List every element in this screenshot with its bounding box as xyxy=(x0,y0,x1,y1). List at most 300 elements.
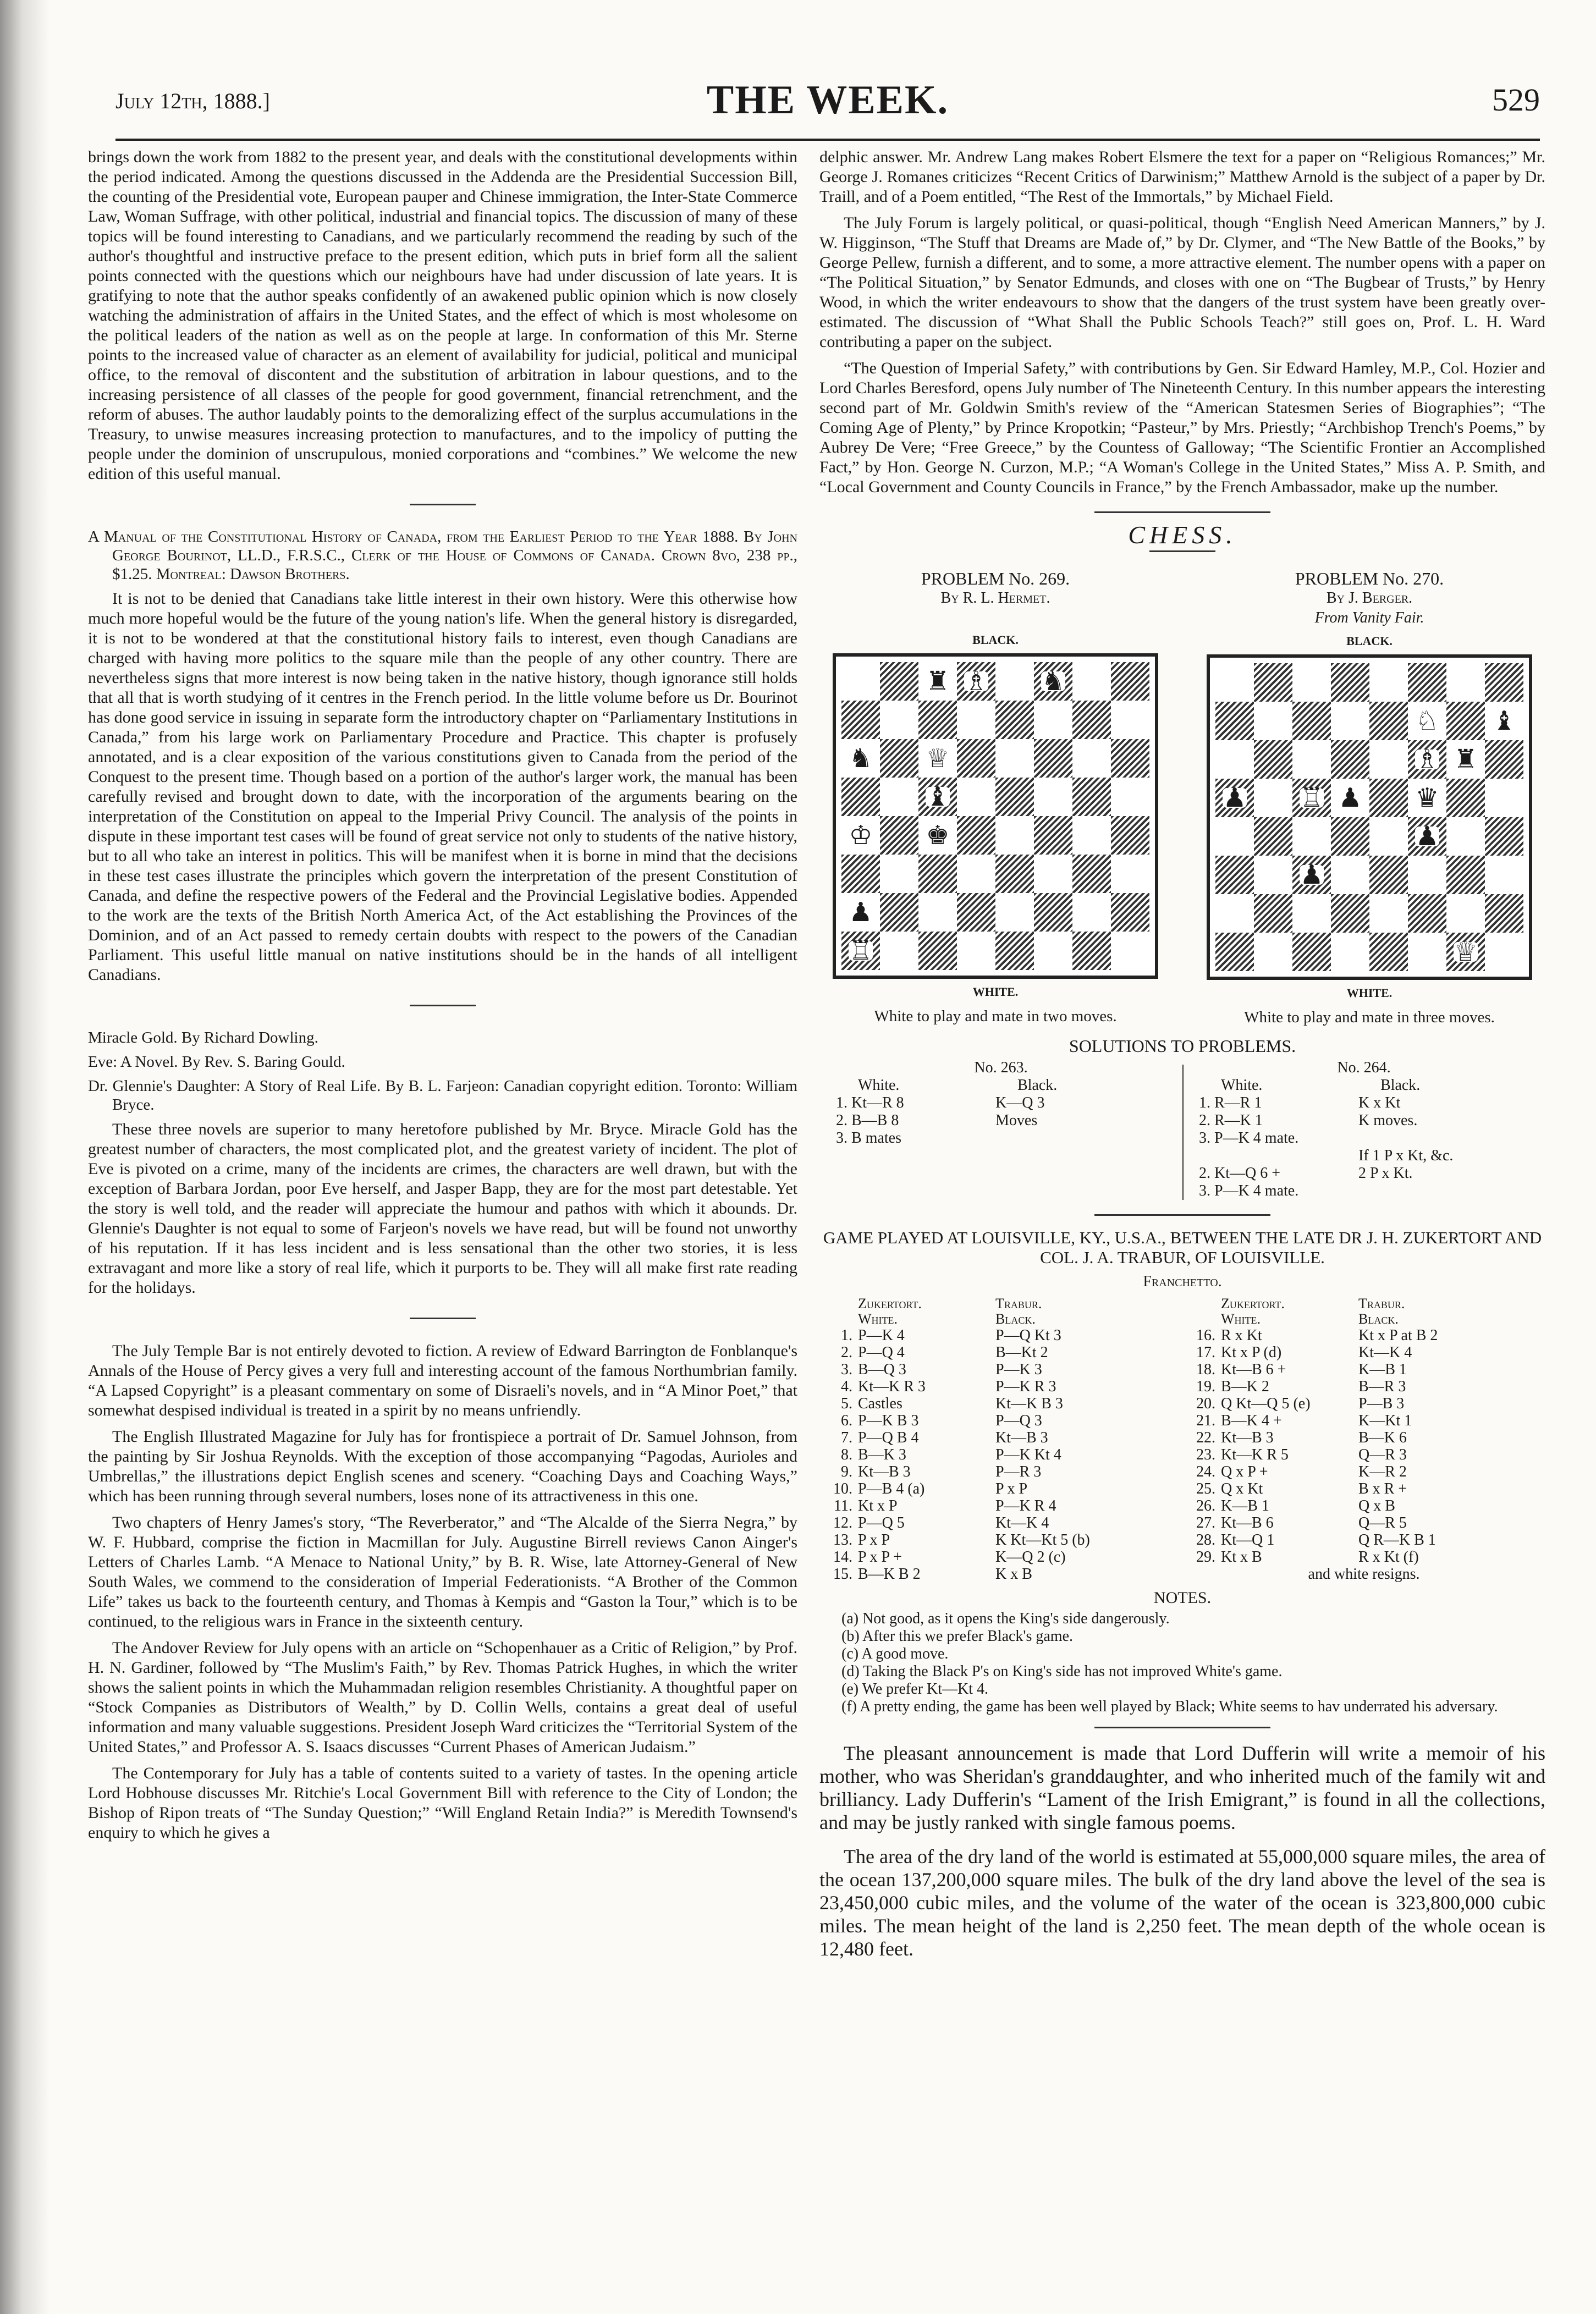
white-color: White. xyxy=(1221,1311,1261,1327)
move-number: 2. xyxy=(841,1344,852,1361)
solution-move: 3. P—K 4 mate. xyxy=(1199,1182,1299,1199)
board-square xyxy=(1485,779,1523,817)
black-move: P—Q Kt 3 xyxy=(995,1327,1061,1344)
game-heading: GAME PLAYED AT LOUISVILLE, KY., U.S.A., BETWEEN THE LATE DR J. H. ZUKERTORT AND COL. J. A. TRABUR, OF LOUISVILLE. xyxy=(823,1228,1542,1267)
move-row xyxy=(819,1480,1182,1497)
problem-author: By J. Berger. xyxy=(1326,589,1413,607)
section-divider xyxy=(1094,511,1270,513)
problem-author: By R. L. Hermet. xyxy=(940,589,1050,607)
board-grid xyxy=(841,662,1149,970)
board-square xyxy=(918,701,957,739)
game-note: (a) Not good, as it opens the King's side dangerously. xyxy=(841,1610,1170,1627)
move-row xyxy=(819,1514,1182,1531)
chess-piece: ♘ xyxy=(1415,706,1439,736)
solution-move: 2. B—B 8 xyxy=(836,1112,899,1129)
board-square xyxy=(995,816,1034,855)
move-number: 10. xyxy=(833,1480,852,1497)
move-number: 14. xyxy=(833,1549,852,1566)
white-move: Kt—Q 1 xyxy=(1221,1531,1275,1549)
section-divider xyxy=(410,1005,476,1006)
game-note: (e) We prefer Kt—Kt 4. xyxy=(841,1681,989,1698)
board-square xyxy=(1034,932,1072,970)
board-square xyxy=(1408,894,1446,933)
board-square xyxy=(1254,817,1292,856)
board-square xyxy=(1485,894,1523,933)
solution-move xyxy=(995,1130,1160,1147)
move-number: 24. xyxy=(1196,1463,1215,1480)
white-move: K—B 1 xyxy=(1221,1497,1269,1514)
move-list xyxy=(819,1327,1182,1583)
solutions-heading: SOLUTIONS TO PROBLEMS. xyxy=(1069,1036,1296,1056)
review-novels-body: These three novels are superior to many heretofore published by Mr. Bryce. Miracle Gold has the greatest number of characters, the most complicated plot, and the greatest variety of incident. The plot of Eve is pivoted on a crime, many of the incidents are crimes, the characters are well drawn, but with the exception of Barbara Jordan, poor Eve herself, and Jasper Bapp, they are for the most part detestable. Yet the story is well told, and the reader will appreciate the humour and pathos with which it abounds. Dr. Glennie's Daughter is not equal to some of Farjeon's novels we have read, but will be found not unworthy of his reputation. If it has less incident and is less sensational than the other two stories, it is less extravagant and more like a story of real life, which it purports to be. They will all make first rate reading for the holidays. xyxy=(88,1120,797,1297)
game-note: (b) After this we prefer Black's game. xyxy=(841,1628,1073,1645)
white-move: P—Q B 4 xyxy=(858,1429,919,1446)
review-continuation: brings down the work from 1882 to the present year, and deals with the constitutional developments within the period indicated. Among the questions discussed in the Addenda are the Presidential Succession Bill, the counting of the Presidential vote, European pauper and Chinese immigration, the Inter-State Commerce Law, Woman Suffrage, with other political, industrial and financial topics. The discussion of many of these topics will be found interesting to Canadians, and we particularly recommend the reading by such of the author's thoughtful and instructive preface to the present edition, which puts in brief form all the salient points connected with the questions which our neighbours have had under discussion of late years. It is gratifying to note that the author speaks confidently of an awakened public opinion which is now closely watching the administration of affairs in the United States, and the effect of which is most wholesome on the political leaders of the nation as well as on the people at large. In conformation of this Mr. Sterne points to the increased value of character as an element of availability for judicial, political and municipal office, to the removal of discontent and the substitution of arbitration in labour questions, and to the increasing persistence of all classes of the people for good government, financial retrenchment, and the reform of abuses. The author laudably points to the demoralizing effect of the surplus accumulations in the Treasury, to unwise measures increasing protection to manufactures, and to the impolicy of putting the people under the dominion of unscrupulous, monied corporations and “combines.” We welcome the new edition of this useful manual. xyxy=(88,148,797,483)
chess-piece: ♟ xyxy=(1338,783,1362,813)
solution-move: 2 P x Kt. xyxy=(1358,1165,1413,1182)
white-move: Kt x P xyxy=(858,1497,898,1514)
solution-move: 2. R—K 1 xyxy=(1199,1112,1263,1129)
board-square xyxy=(880,855,918,893)
problem-269 xyxy=(819,569,1171,1027)
chess-piece: ♝ xyxy=(926,781,950,812)
contemporary-continuation: delphic answer. Mr. Andrew Lang makes Robert Elsmere the text for a paper on “Religious Romances;” Mr. George J. Romanes criticizes “Recent Critics of Darwinism;” Matthew Arnold is the subject of a paper by Dr. Traill, and of a Poem entitled, “The Rest of the Immortals,” by Michael Field. xyxy=(819,148,1545,206)
move-row xyxy=(1182,1480,1545,1497)
board-square xyxy=(957,778,995,816)
board-square xyxy=(1215,702,1254,740)
black-player: Trabur. xyxy=(995,1296,1042,1312)
board-square xyxy=(1111,932,1149,970)
move-row xyxy=(819,1378,1182,1395)
section-divider xyxy=(410,504,476,505)
move-number: 26. xyxy=(1196,1497,1215,1514)
white-player: Zukertort. xyxy=(1221,1296,1285,1312)
move-row xyxy=(819,1531,1182,1549)
board-square xyxy=(1292,779,1331,817)
black-move: Q—R 5 xyxy=(1358,1514,1407,1531)
board-square xyxy=(1111,701,1149,739)
board-square xyxy=(1254,663,1292,702)
game-result: and white resigns. xyxy=(1308,1566,1420,1583)
black-moves xyxy=(1358,1077,1523,1200)
board-square xyxy=(1034,701,1072,739)
board-square xyxy=(1369,740,1408,779)
board-square xyxy=(1292,740,1331,779)
solution-move xyxy=(1358,1130,1523,1147)
black-move: K—Kt 1 xyxy=(1358,1412,1412,1429)
board-square xyxy=(1072,816,1111,855)
problem-instruction: White to play and mate in three moves. xyxy=(1244,1009,1495,1026)
white-move: Kt—K R 3 xyxy=(858,1378,926,1395)
black-move: B—Kt 2 xyxy=(995,1344,1048,1361)
move-row xyxy=(819,1395,1182,1412)
move-number: 15. xyxy=(833,1566,852,1583)
move-number: 4. xyxy=(841,1378,852,1395)
move-row xyxy=(1182,1446,1545,1463)
white-move: Q x P + xyxy=(1221,1463,1268,1480)
move-row xyxy=(819,1549,1182,1566)
move-row xyxy=(1182,1412,1545,1429)
board-square xyxy=(1072,932,1111,970)
chess-piece: ♟ xyxy=(849,897,873,928)
magazine-english-illustrated: The English Illustrated Magazine for July has for frontispiece a portrait of Dr. Samuel Johnson, from the painting by Sir Joshua Reynolds. With the exception of those accompanying “Pagodas, Aurioles and Umbrellas,” the illustrations depict English scenes and scenery. “Coaching Days and Coaching Ways,” which has been running through several numbers, loses none of its attractiveness in this one. xyxy=(88,1428,797,1505)
white-move: P—K 4 xyxy=(858,1327,905,1344)
white-moves xyxy=(1199,1077,1358,1200)
move-number: 9. xyxy=(841,1463,852,1480)
board-square xyxy=(841,932,880,970)
board-square xyxy=(1034,778,1072,816)
board-square xyxy=(995,932,1034,970)
chess-heading: CHESS. xyxy=(1128,521,1237,549)
board-square xyxy=(1485,740,1523,779)
header-rule xyxy=(115,139,1540,141)
move-number: 7. xyxy=(841,1429,852,1446)
solution-number: No. 264. xyxy=(1337,1059,1391,1076)
board-square xyxy=(995,855,1034,893)
black-move: Kt—B 3 xyxy=(995,1429,1048,1446)
board-square xyxy=(1292,933,1331,971)
board-square xyxy=(918,855,957,893)
chess-piece: ♝ xyxy=(1492,706,1516,736)
board-square xyxy=(1292,894,1331,933)
board-square xyxy=(841,701,880,739)
board-square xyxy=(957,893,995,932)
board-square xyxy=(1446,779,1485,817)
board-square xyxy=(1369,856,1408,894)
white-move: Kt—K R 5 xyxy=(1221,1446,1289,1463)
solutions-divider xyxy=(1182,1065,1184,1200)
board-square xyxy=(1446,817,1485,856)
move-row xyxy=(1182,1429,1545,1446)
move-number: 8. xyxy=(841,1446,852,1463)
solutions xyxy=(819,1059,1545,1200)
board-square xyxy=(995,893,1034,932)
black-color: Black. xyxy=(1358,1311,1399,1327)
black-move: B x R + xyxy=(1358,1480,1407,1497)
problem-title: PROBLEM No. 269. xyxy=(921,569,1070,588)
white-move: P—B 4 (a) xyxy=(858,1480,925,1497)
black-move: K—Q 2 (c) xyxy=(995,1549,1066,1566)
players-header xyxy=(819,1296,1182,1312)
board-square xyxy=(880,816,918,855)
move-list xyxy=(1182,1327,1545,1566)
magazine-macmillan: Two chapters of Henry James's story, “The Reverberator,” and “The Alcalde of the Sierra Negra,” by W. F. Hubbard, comprise the fiction in Macmillan for July. Augustine Birrell reviews Canon Ainger's Letters of Charles Lamb. “A Menace to National Unity,” by B. R. Wise, late Attorney-General of New South Wales, we commend to the consideration of Imperial Federationists. “A Brother of the Common Life” takes us back to the fourteenth century, and Thomas à Kempis and “Gaston la Tour,” which is to be continued, to the religious wars in France in the sixteenth century. xyxy=(88,1513,797,1630)
move-number: 13. xyxy=(833,1531,852,1549)
review-manual-body: It is not to be denied that Canadians take little interest in their own history. Were this otherwise how much more hopeful would be the future of the young nation's life. When the general history is disregarded, it is not to be wondered at that the constitutional history fails to interest, even though Canadians are charged with having more politics to the square mile than the people of any other country. There are nevertheless signs that more interest is now being taken in the native history, though ignorance still holds that all that is worth studying of it centres in the French period. In the little volume before us Dr. Bourinot has done good service in issuing in separate form the introductory chapter on “Parliamentary Institutions in Canada,” from his large work on Parliamentary Procedure and Practice. This chapter is profusely annotated, and is a clear exposition of the various constitutions given to Canada from the period of the Conquest to the present time. Though based on a portion of the author's larger work, the manual has been carefully revised and brought down to date, with the incorporation of the arguments bearing on the interpretation of the Constitution on appeal to the Imperial Privy Council. The analysis of the points in dispute in these important test cases will be found of great service not only to students of the native history, but to all who take an interest in politics. This will be manifest when it is borne in mind that the decisions in these test cases illustrate the principles which govern the interpretation of the present Constitution of Canada, and define the respective powers of the Federal and the Provincial Legislative bodies. Appended to the work are the texts of the British North America Act, of the Act establishing the Provinces of the Dominion, and of an Act passed to remedy certain doubts with respect to the powers of the Canadian Parliament. This useful little manual on native institutions should be in the hands of all intelligent Canadians. xyxy=(88,589,797,984)
black-move: Q R—K B 1 xyxy=(1358,1531,1436,1549)
board-square xyxy=(1034,662,1072,701)
move-number: 16. xyxy=(1196,1327,1215,1344)
white-move: Kt x B xyxy=(1221,1549,1262,1566)
move-row xyxy=(1182,1514,1545,1531)
board-square xyxy=(1254,856,1292,894)
earth-area-note: The area of the dry land of the world is estimated at 55,000,000 square miles, the area of the ocean 137,200,000 square miles. The bulk of the dry land above the level of the sea is 23,450,000 cubic miles, and the volume of the water of the ocean is 323,800,000 cubic miles. The mean height of the land is 2,250 feet. The mean depth of the whole ocean is 12,480 feet. xyxy=(819,1845,1545,1960)
dufferin-note: The pleasant announcement is made that Lord Dufferin will write a memoir of his mother, who was Sheridan's granddaughter, and who inherited much of the family wit and brilliancy. Lady Dufferin's “Lament of the Irish Emigrant,” is found in all the collections, and may be justly ranked with single famous poems. xyxy=(819,1742,1545,1833)
black-move: P—K R 3 xyxy=(995,1378,1056,1395)
board-square xyxy=(1408,663,1446,702)
move-number: 25. xyxy=(1196,1480,1215,1497)
board-square xyxy=(1331,817,1369,856)
chess-piece: ♖ xyxy=(1300,783,1324,813)
board-square xyxy=(995,662,1034,701)
move-row xyxy=(1182,1327,1545,1344)
solution-move xyxy=(1358,1182,1523,1200)
board-square xyxy=(1446,856,1485,894)
chess-piece: ♞ xyxy=(1041,666,1065,697)
black-move: P—B 3 xyxy=(1358,1395,1405,1412)
black-move: Kt x P at B 2 xyxy=(1358,1327,1438,1344)
board-square xyxy=(1292,702,1331,740)
colors-header xyxy=(1182,1312,1545,1327)
move-number: 23. xyxy=(1196,1446,1215,1463)
move-row xyxy=(1182,1395,1545,1412)
black-move: P—R 3 xyxy=(995,1463,1042,1480)
game-opening: Franchetto. xyxy=(1143,1273,1222,1290)
white-move: B—K B 2 xyxy=(858,1566,921,1583)
board-square xyxy=(1446,933,1485,971)
game-moves xyxy=(819,1296,1545,1583)
board-square xyxy=(918,662,957,701)
solution-move: K moves. xyxy=(1358,1112,1418,1129)
solution-move: 3. B mates xyxy=(836,1130,901,1147)
chess-piece: ♜ xyxy=(926,666,950,697)
white-player: Zukertort. xyxy=(858,1296,922,1312)
board-square xyxy=(1485,663,1523,702)
board-square xyxy=(1111,855,1149,893)
magazine-forum: The July Forum is largely political, or quasi-political, though “English Need American Manners,” by J. W. Higginson, “The Stuff that Dreams are Made of,” by Dr. Clymer, and “The New Battle of the Books,” by George Pellew, furnish a different, and to some, a more attractive element. The number opens with a paper on “The Political Situation,” by Senator Edmunds, and closes with one on “The Bugbear of Trusts,” by Henry Wood, in which the writer endeavours to show that the dangers of the trust system have been greatly over-estimated. The discussion of “What Shall the Public Schools Teach?” still goes on, Prof. L. H. Ward contributing a paper on the subject. xyxy=(819,214,1545,351)
board-square xyxy=(841,662,880,701)
board-square xyxy=(1369,663,1408,702)
black-move: P—K 3 xyxy=(995,1361,1042,1378)
move-row xyxy=(1182,1344,1545,1361)
black-moves xyxy=(995,1077,1160,1147)
board-square xyxy=(1215,856,1254,894)
move-row xyxy=(819,1566,1182,1583)
game-notes xyxy=(819,1610,1545,1716)
black-move: B—R 3 xyxy=(1358,1378,1406,1395)
move-number: 21. xyxy=(1196,1412,1215,1429)
board-square xyxy=(1369,702,1408,740)
move-row xyxy=(819,1412,1182,1429)
chess-divider xyxy=(1149,550,1215,552)
white-move-list xyxy=(1199,1094,1358,1200)
board-square xyxy=(1331,663,1369,702)
board-square xyxy=(1485,933,1523,971)
board-square xyxy=(1292,856,1331,894)
book-heading-eve: Eve: A Novel. By Rev. S. Baring Gould. xyxy=(88,1053,345,1071)
move-row xyxy=(819,1429,1182,1446)
move-row xyxy=(1182,1531,1545,1549)
move-number: 5. xyxy=(841,1395,852,1412)
board-square xyxy=(1408,740,1446,779)
solution-263 xyxy=(819,1059,1182,1200)
right-column xyxy=(819,147,1545,1971)
move-row xyxy=(819,1344,1182,1361)
chess-piece: ♟ xyxy=(1223,783,1247,813)
board-square xyxy=(841,739,880,778)
black-move: K x B xyxy=(995,1566,1032,1583)
chess-problems xyxy=(819,569,1545,1027)
black-move: Kt—K B 3 xyxy=(995,1395,1063,1412)
white-move-list xyxy=(836,1094,995,1147)
board-square xyxy=(1111,662,1149,701)
magazine-temple-bar: The July Temple Bar is not entirely devoted to fiction. A review of Edward Barrington de Fonblanque's Annals of the House of Percy gives a very full and interesting account of the famous Northumbrian family. “A Lapsed Copyright” is a pleasant commentary on some of Disraeli's novels, and in “A Minor Poet,” that somewhat despised individual is treated in a spirit by no means unfriendly. xyxy=(88,1342,797,1419)
board-square xyxy=(1331,702,1369,740)
board-square xyxy=(1072,662,1111,701)
board-square xyxy=(957,739,995,778)
moves-second-half xyxy=(1182,1296,1545,1583)
page-header xyxy=(115,77,1540,137)
board-square xyxy=(1034,855,1072,893)
move-row xyxy=(1182,1378,1545,1395)
notes-heading: NOTES. xyxy=(1153,1589,1212,1607)
board-square xyxy=(841,816,880,855)
move-row xyxy=(1182,1497,1545,1514)
game-note: (d) Taking the Black P's on King's side has not improved White's game. xyxy=(841,1663,1283,1680)
black-move: K—R 2 xyxy=(1358,1463,1407,1480)
magazine-contemporary: The Contemporary for July has a table of contents suited to a variety of tastes. In the opening article Lord Hobhouse discusses Mr. Ritchie's Local Government Bill with reference to the City of London; the Bishop of Ripon treats of “The Sunday Question;” “Will England Retain India?” is Meredith Townsend's enquiry to which he gives a xyxy=(88,1764,797,1842)
solution-move: 3. P—K 4 mate. xyxy=(1199,1130,1299,1147)
black-move-list xyxy=(995,1094,1160,1147)
board-square xyxy=(957,855,995,893)
board-square xyxy=(995,701,1034,739)
board-square xyxy=(918,778,957,816)
board-square xyxy=(880,739,918,778)
move-row xyxy=(819,1497,1182,1514)
book-heading-miracle-gold: Miracle Gold. By Richard Dowling. xyxy=(88,1029,318,1046)
game-note: (f) A pretty ending, the game has been well played by Black; White seems to hav underrated his adversary. xyxy=(841,1698,1498,1715)
board-square xyxy=(1072,778,1111,816)
left-column xyxy=(88,147,797,1849)
board-square xyxy=(1292,663,1331,702)
white-moves xyxy=(836,1077,995,1147)
solution-move: K x Kt xyxy=(1358,1094,1401,1111)
chess-piece: ♟ xyxy=(1415,821,1439,852)
colors-header xyxy=(819,1312,1182,1327)
issue-date: July 12th, 1888.] xyxy=(115,89,270,113)
white-move: Kt—B 6 xyxy=(1221,1514,1274,1531)
problem-source xyxy=(819,608,1171,627)
move-number: 6. xyxy=(841,1412,852,1429)
move-number: 11. xyxy=(834,1497,852,1514)
board-square xyxy=(841,778,880,816)
board-square xyxy=(1446,663,1485,702)
board-square xyxy=(1254,779,1292,817)
board-square xyxy=(918,932,957,970)
move-number: 20. xyxy=(1196,1395,1215,1412)
black-move: B—K 6 xyxy=(1358,1429,1407,1446)
black-move: Q—R 3 xyxy=(1358,1446,1407,1463)
black-move: P x P xyxy=(995,1480,1028,1497)
board-square xyxy=(1254,702,1292,740)
board-square xyxy=(841,855,880,893)
board-square xyxy=(1369,779,1408,817)
board-square xyxy=(957,816,995,855)
chess-piece: ♛ xyxy=(1415,783,1439,813)
white-move: P—K B 3 xyxy=(858,1412,919,1429)
black-header: Black. xyxy=(1017,1077,1058,1094)
chess-piece: ♖ xyxy=(849,935,873,966)
white-move: P—Q 5 xyxy=(858,1514,905,1531)
solution-264 xyxy=(1182,1059,1545,1200)
section-divider xyxy=(1094,1214,1270,1216)
white-move: B—K 3 xyxy=(858,1446,906,1463)
move-row xyxy=(819,1327,1182,1344)
board-square xyxy=(880,932,918,970)
solution-move: If 1 P x Kt, &c. xyxy=(1358,1147,1454,1164)
board-square xyxy=(1215,894,1254,933)
move-number: 28. xyxy=(1196,1531,1215,1549)
board-square xyxy=(1034,893,1072,932)
move-row xyxy=(819,1361,1182,1378)
black-color: Black. xyxy=(995,1311,1036,1327)
white-color: White. xyxy=(858,1311,898,1327)
black-move: Kt—K 4 xyxy=(1358,1344,1412,1361)
section-divider xyxy=(410,1318,476,1319)
page-number: 529 xyxy=(1492,82,1540,118)
black-move: K Kt—Kt 5 (b) xyxy=(995,1531,1090,1549)
black-header: Black. xyxy=(1380,1077,1421,1094)
solution-columns xyxy=(1182,1077,1545,1200)
chess-board-269 xyxy=(833,653,1158,979)
chess-piece: ♞ xyxy=(849,743,873,774)
board-square xyxy=(1485,702,1523,740)
board-square xyxy=(880,893,918,932)
magazine-nineteenth-century: “The Question of Imperial Safety,” with contributions by Gen. Sir Edward Hamley, M.P., Col. Hozier and Lord Charles Beresford, opens July number of The Nineteenth Century. In this number appears the interesting second part of Mr. Goldwin Smith's review of the “American Statesmen Series of Biographies”; “The Coming Age of Plenty,” by Prince Kropotkin; “Pasteur,” by Mrs. Priestly; “Archbishop Trench's Poems,” by Aubrey De Vere; “Free Greece,” by the Countess of Galloway; “The Scientific Frontier an Accomplished Fact,” by Hon. George N. Curzon, M.P.; “A Woman's College in the United States,” Miss A. P. Smith, and “Local Government and County Councils in France,” by the French Ambassador, make up the number. xyxy=(819,359,1545,496)
board-square xyxy=(1254,740,1292,779)
board-square xyxy=(1408,779,1446,817)
board-square xyxy=(1331,933,1369,971)
chess-piece: ♟ xyxy=(1300,860,1324,890)
solution-number: No. 263. xyxy=(974,1059,1028,1076)
white-header: White. xyxy=(1221,1077,1263,1094)
chess-piece: ♕ xyxy=(926,743,950,774)
board-square xyxy=(841,893,880,932)
board-square xyxy=(957,701,995,739)
board-square xyxy=(918,893,957,932)
white-move: P—Q 4 xyxy=(858,1344,905,1361)
problem-instruction: White to play and mate in two moves. xyxy=(874,1007,1117,1025)
black-player: Trabur. xyxy=(1358,1296,1405,1312)
black-move: P—K Kt 4 xyxy=(995,1446,1061,1463)
solution-move: Moves xyxy=(995,1112,1038,1129)
solution-move: 1. R—R 1 xyxy=(1199,1094,1262,1111)
move-row xyxy=(819,1463,1182,1480)
board-square xyxy=(1446,894,1485,933)
chess-piece: ♔ xyxy=(849,820,873,851)
board-square xyxy=(995,778,1034,816)
white-move: Kt—B 3 xyxy=(858,1463,911,1480)
black-move: K—B 1 xyxy=(1358,1361,1407,1378)
board-square xyxy=(1331,740,1369,779)
board-square xyxy=(1485,856,1523,894)
move-number: 17. xyxy=(1196,1344,1215,1361)
black-label: BLACK. xyxy=(972,633,1019,647)
board-square xyxy=(1331,894,1369,933)
problem-title: PROBLEM No. 270. xyxy=(1295,569,1444,588)
white-move: Kt x P (d) xyxy=(1221,1344,1282,1361)
board-square xyxy=(1215,817,1254,856)
black-move: R x Kt (f) xyxy=(1358,1549,1419,1566)
move-number: 19. xyxy=(1196,1378,1215,1395)
board-square xyxy=(1072,739,1111,778)
board-square xyxy=(1369,933,1408,971)
white-move: P x P xyxy=(858,1531,890,1549)
board-square xyxy=(1111,893,1149,932)
board-square xyxy=(1369,894,1408,933)
white-move: P x P + xyxy=(858,1549,902,1566)
board-square xyxy=(1485,817,1523,856)
